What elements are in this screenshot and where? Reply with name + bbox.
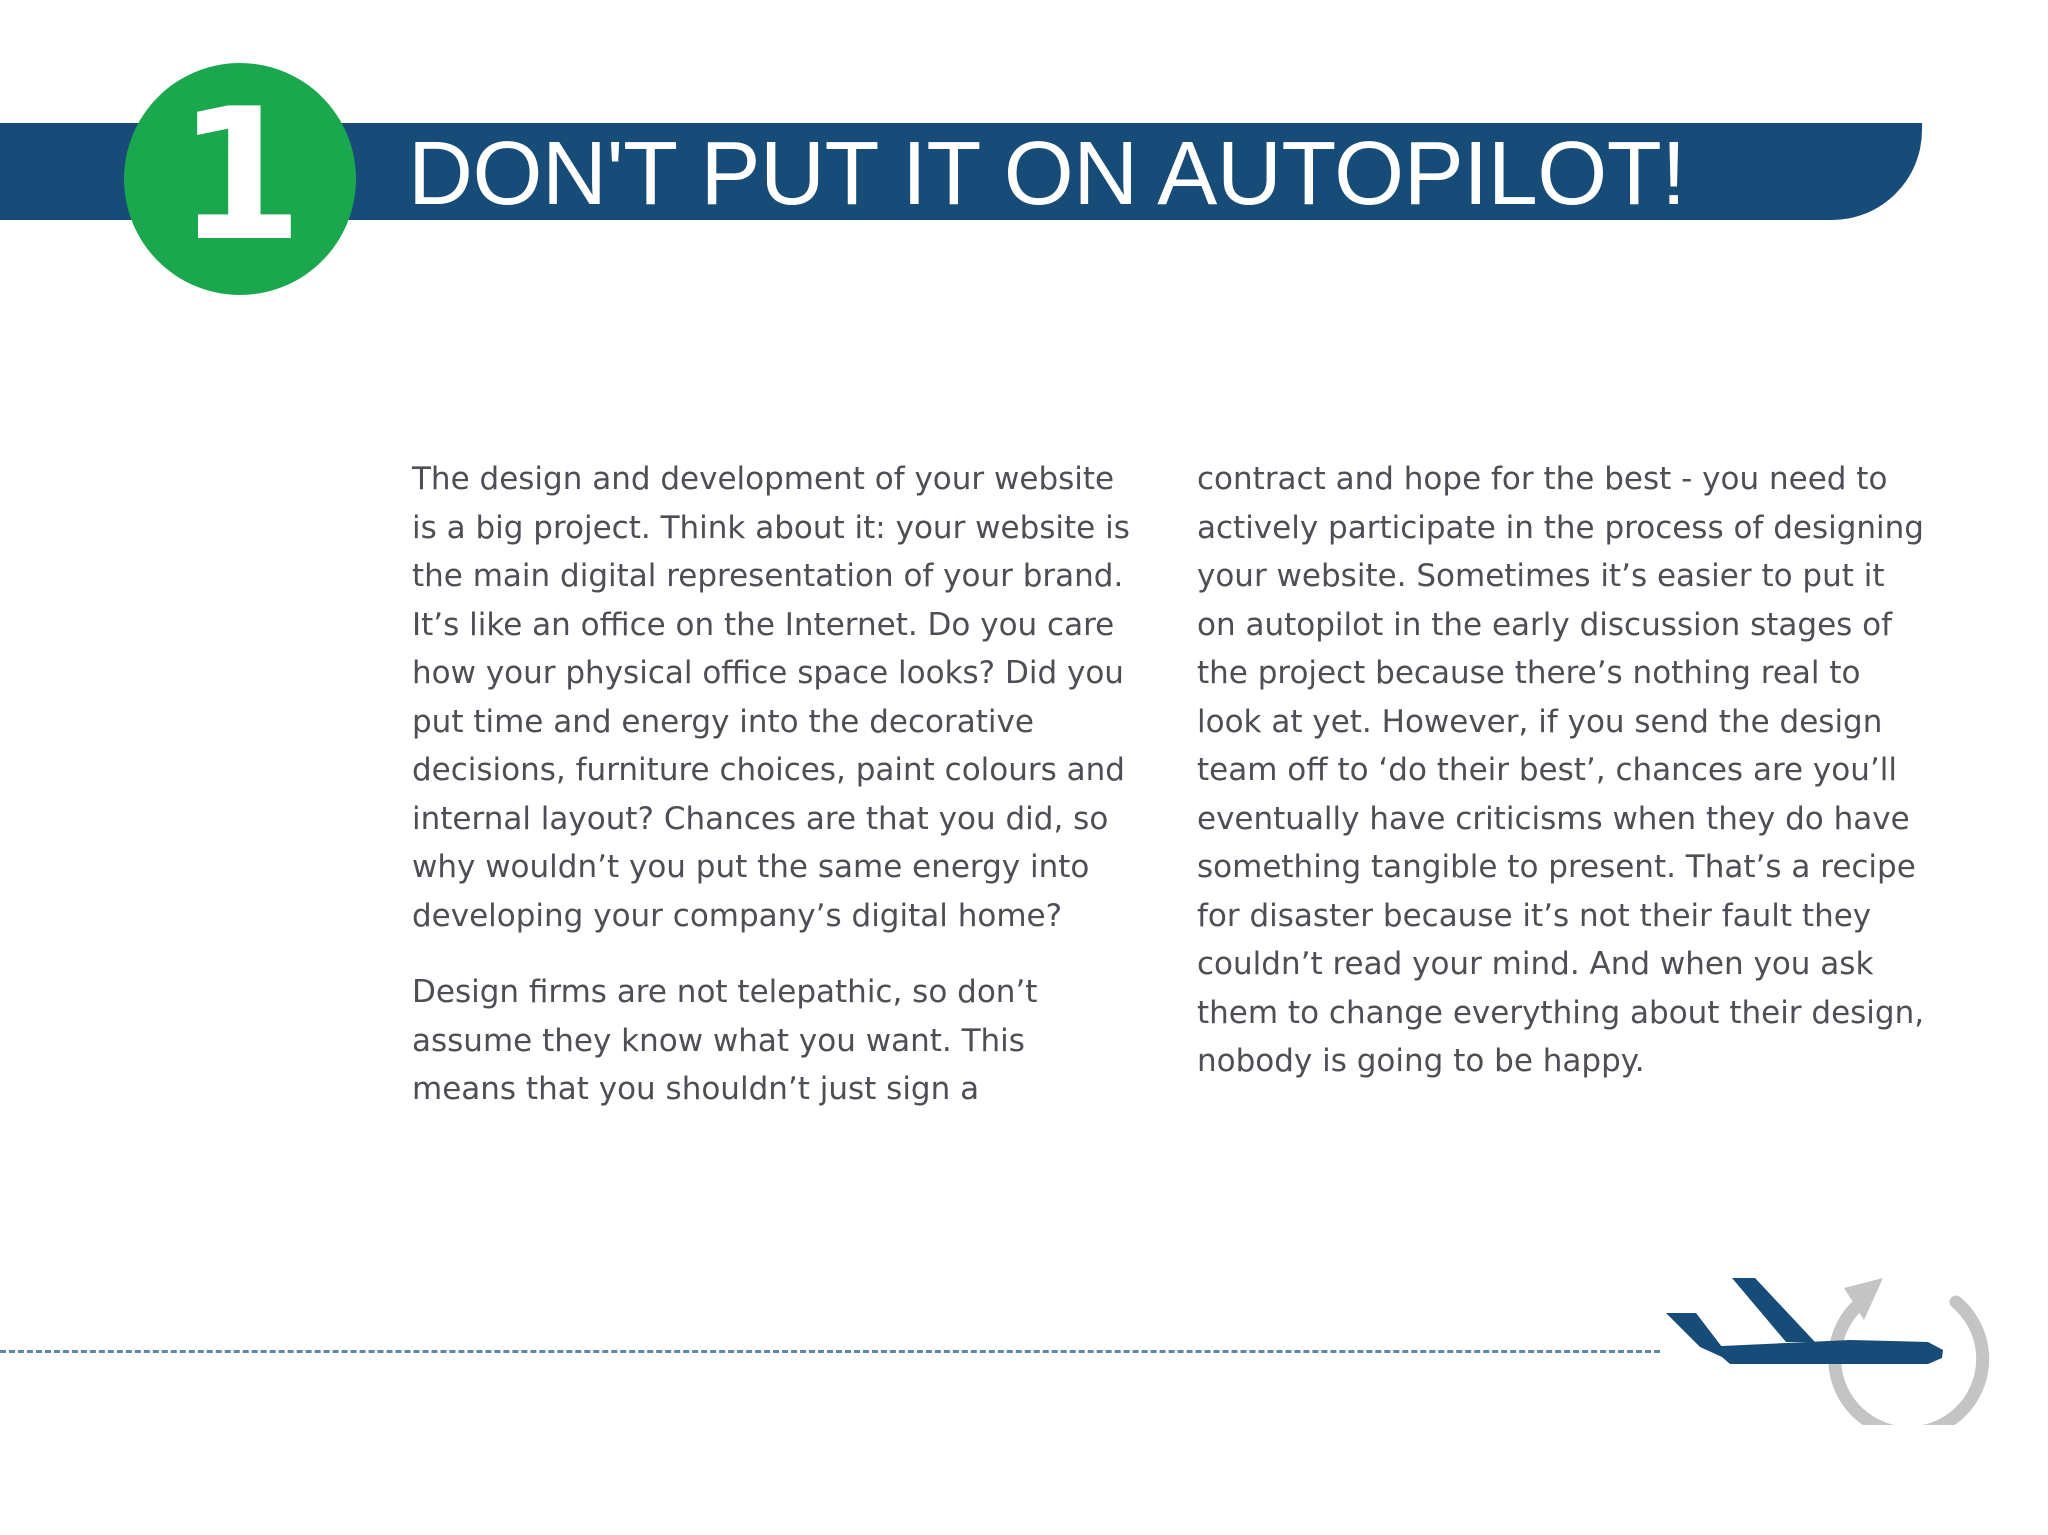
page-title: DON'T PUT IT ON AUTOPILOT! [408,124,1686,224]
dashed-flight-path [0,1350,1660,1353]
paragraph-telepathic: Design firms are not telepathic, so don’t assume they know what you want. This means that you shouldn’t just sign a [412,974,1038,1107]
plane-graphic [1660,1260,2005,1425]
left-column [412,455,1132,1142]
paragraph-continued: contract and hope for the best - you need to actively participate in the process of designing your website. Sometimes it’s easier to put it on autopilot in the early discussion stages of the project because there’s nothing real to look at yet. However, if you send the design team off to ‘do their best’, chances are you’ll eventually have criticisms when they do have something tangible to present. That’s a recipe for disaster because it’s not their fault they couldn’t read your mind. And when you ask them to change everything about their design, nobody is going to be happy. [1197,461,1925,1079]
paragraph-intro: The design and development of your website is a big project. Think about it: your website is the main digital representation of your brand. It’s like an office on the Internet. Do you care how your physical office space looks? Did you put time and energy into the decorative decisions, furniture choices, paint colours and internal layout? Chances are that you did, so why wouldn’t you put the same energy into developing your company’s digital home? [412,461,1130,934]
body-columns [412,455,1937,1142]
airplane-icon [1666,1278,1943,1364]
step-number-badge: 1 [124,63,356,295]
right-column [1197,455,1927,1142]
